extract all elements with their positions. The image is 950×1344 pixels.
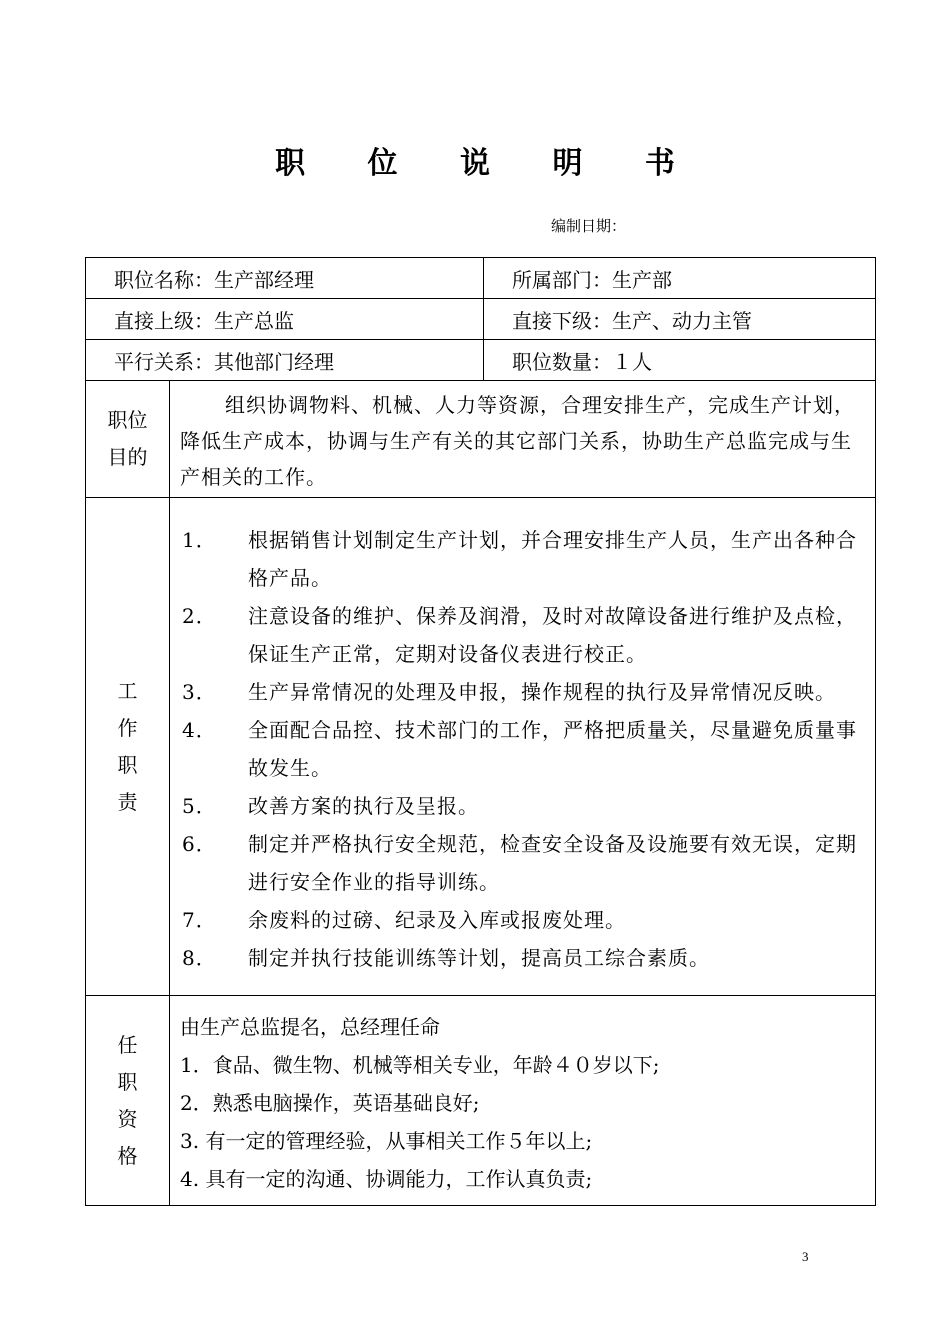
duties-label: 工 作 职 责 — [86, 498, 170, 996]
qualification-line: 4. 具有一定的沟通、协调能力，工作认真负责; — [180, 1166, 593, 1191]
duty-item: 6． 制定并严格执行安全规范，检查安全设备及设施要有效无误，定期进行安全作业的指导训练。 — [182, 831, 857, 894]
duty-item: 2． 注意设备的维护、保养及润滑，及时对故障设备进行维护及点检，保证生产正常，定期对设备仪表进行校正。 — [182, 603, 857, 666]
direct-subordinate-cell: 直接下级：生产、动力主管 — [484, 299, 876, 340]
page-number: 3 — [802, 1249, 809, 1264]
duty-item: 8． 制定并执行技能训练等计划，提高员工综合素质。 — [182, 945, 710, 970]
qualifications-label: 任 职 资 格 — [86, 996, 170, 1206]
duties-list — [170, 498, 876, 996]
purpose-text: 组织协调物料、机械、人力等资源，合理安排生产，完成生产计划，降低生产成本，协调与生产有关的其它部门关系，协助生产总监完成与生产相关的工作。 — [170, 381, 876, 498]
qualification-line: 1．食品、微生物、机械等相关专业，年龄４０岁以下; — [180, 1052, 660, 1077]
compile-date-label: 编制日期： — [551, 217, 627, 235]
position-name-cell: 职位名称：生产部经理 — [86, 258, 484, 299]
qualification-line: 3. 有一定的管理经验，从事相关工作５年以上; — [180, 1128, 593, 1153]
department-cell: 所属部门：生产部 — [484, 258, 876, 299]
direct-superior-cell: 直接上级：生产总监 — [86, 299, 484, 340]
duty-item: 3． 生产异常情况的处理及申报，操作规程的执行及异常情况反映。 — [182, 679, 836, 704]
headcount-cell: 职位数量：１人 — [484, 340, 876, 381]
duty-item: 4． 全面配合品控、技术部门的工作，严格把质量关，尽量避免质量事故发生。 — [182, 717, 857, 780]
document-title: 职 位 说 明 书 — [275, 146, 701, 181]
duty-item: 1． 根据销售计划制定生产计划，并合理安排生产人员，生产出各种合格产品。 — [182, 527, 857, 590]
job-description-table — [85, 257, 876, 1206]
duty-item: 7． 余废料的过磅、纪录及入库或报废处理。 — [182, 907, 626, 932]
qualifications-list — [170, 996, 876, 1206]
parallel-relation-cell: 平行关系：其他部门经理 — [86, 340, 484, 381]
purpose-label: 职位 目的 — [86, 381, 170, 498]
qualification-line: 2．熟悉电脑操作，英语基础良好; — [180, 1090, 480, 1115]
duty-item: 5． 改善方案的执行及呈报。 — [182, 793, 479, 818]
qualification-line: 由生产总监提名，总经理任命 — [180, 1014, 440, 1039]
